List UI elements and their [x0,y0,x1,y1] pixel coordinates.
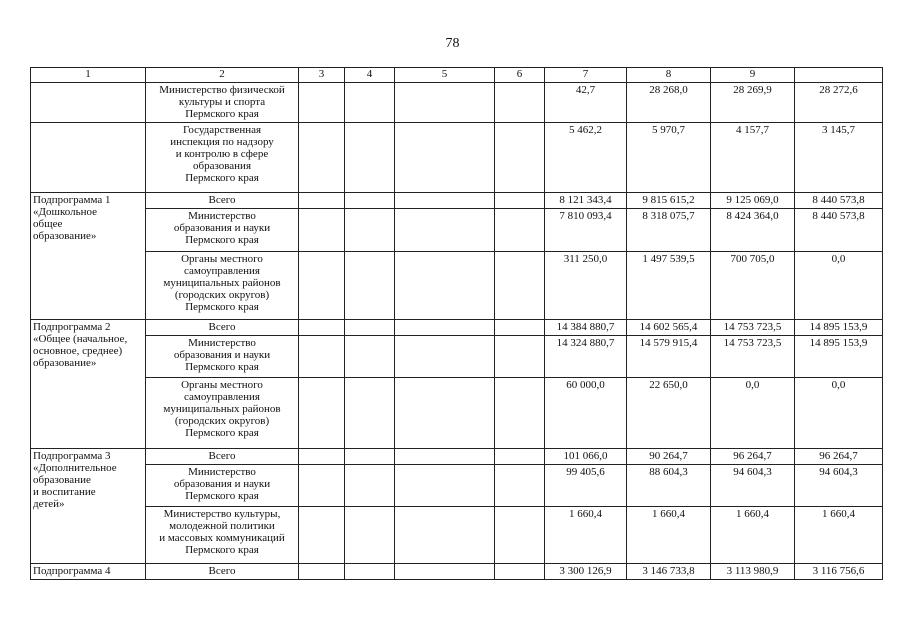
table-row [31,507,883,564]
empty-cell [345,336,395,378]
table-row [31,320,883,336]
col-header-5: 5 [395,68,495,83]
empty-cell [299,193,345,209]
executor-cell: Министерство образования и науки Пермского края [146,209,299,252]
budget-table [30,67,883,580]
empty-cell [395,564,495,580]
value-cell-10: 94 604,3 [795,465,883,507]
empty-cell [345,449,395,465]
value-cell-9: 14 753 723,5 [711,320,795,336]
empty-cell [299,83,345,123]
program-cell: Подпрограмма 4 [31,564,146,580]
col-header-9: 9 [711,68,795,83]
value-cell-8: 28 268,0 [627,83,711,123]
table-row [31,336,883,378]
table-row [31,449,883,465]
col-header-10 [795,68,883,83]
empty-cell [345,252,395,320]
program-cell: Подпрограмма 2 «Общее (начальное, основное, среднее) образование» [31,320,146,449]
value-cell-10: 1 660,4 [795,507,883,564]
value-cell-10: 8 440 573,8 [795,209,883,252]
value-cell-9: 1 660,4 [711,507,795,564]
value-cell-7: 99 405,6 [545,465,627,507]
program-cell: Подпрограмма 3 «Дополнительное образование и воспитание детей» [31,449,146,564]
empty-cell [345,465,395,507]
empty-cell [495,320,545,336]
value-cell-7: 42,7 [545,83,627,123]
value-cell-9: 4 157,7 [711,123,795,193]
program-cell: Подпрограмма 1 «Дошкольное общее образование» [31,193,146,320]
table-row [31,465,883,507]
executor-cell: Органы местного самоуправления муниципальных районов (городских округов) Пермского края [146,252,299,320]
empty-cell [395,465,495,507]
value-cell-8: 22 650,0 [627,378,711,449]
value-cell-9: 94 604,3 [711,465,795,507]
empty-cell [345,378,395,449]
value-cell-9: 3 113 980,9 [711,564,795,580]
empty-cell [299,378,345,449]
value-cell-9: 28 269,9 [711,83,795,123]
value-cell-9: 700 705,0 [711,252,795,320]
empty-cell [299,564,345,580]
empty-cell [495,336,545,378]
value-cell-7: 1 660,4 [545,507,627,564]
value-cell-7: 14 324 880,7 [545,336,627,378]
value-cell-7: 7 810 093,4 [545,209,627,252]
empty-cell [345,564,395,580]
empty-cell [299,252,345,320]
value-cell-7: 3 300 126,9 [545,564,627,580]
empty-cell [299,449,345,465]
value-cell-10: 3 116 756,6 [795,564,883,580]
executor-cell: Министерство физической культуры и спорта Пермского края [146,83,299,123]
executor-cell: Всего [146,449,299,465]
executor-cell: Министерство образования и науки Пермского края [146,465,299,507]
empty-cell [395,449,495,465]
empty-cell [495,123,545,193]
empty-cell [395,193,495,209]
empty-cell [299,507,345,564]
value-cell-10: 96 264,7 [795,449,883,465]
empty-cell [395,209,495,252]
value-cell-8: 1 497 539,5 [627,252,711,320]
executor-cell: Органы местного самоуправления муниципальных районов (городских округов) Пермского края [146,378,299,449]
empty-cell [495,83,545,123]
empty-cell [395,336,495,378]
empty-cell [345,83,395,123]
value-cell-10: 3 145,7 [795,123,883,193]
value-cell-10: 28 272,6 [795,83,883,123]
empty-cell [299,123,345,193]
executor-cell: Всего [146,193,299,209]
value-cell-10: 0,0 [795,378,883,449]
value-cell-10: 14 895 153,9 [795,320,883,336]
table-row [31,123,883,193]
value-cell-8: 14 579 915,4 [627,336,711,378]
col-header-1: 1 [31,68,146,83]
value-cell-9: 8 424 364,0 [711,209,795,252]
col-header-8: 8 [627,68,711,83]
value-cell-9: 14 753 723,5 [711,336,795,378]
value-cell-9: 9 125 069,0 [711,193,795,209]
empty-cell [299,209,345,252]
executor-cell: Министерство образования и науки Пермского края [146,336,299,378]
program-cell [31,83,146,123]
empty-cell [495,465,545,507]
table-row [31,378,883,449]
empty-cell [495,564,545,580]
value-cell-7: 8 121 343,4 [545,193,627,209]
value-cell-10: 0,0 [795,252,883,320]
col-header-7: 7 [545,68,627,83]
value-cell-9: 0,0 [711,378,795,449]
value-cell-7: 14 384 880,7 [545,320,627,336]
empty-cell [299,336,345,378]
executor-cell: Министерство культуры, молодежной политики и массовых коммуникаций Пермского края [146,507,299,564]
col-header-3: 3 [299,68,345,83]
value-cell-8: 5 970,7 [627,123,711,193]
table-row [31,252,883,320]
table-row [31,193,883,209]
empty-cell [495,193,545,209]
empty-cell [495,378,545,449]
table-row [31,209,883,252]
value-cell-7: 5 462,2 [545,123,627,193]
empty-cell [395,507,495,564]
value-cell-8: 88 604,3 [627,465,711,507]
empty-cell [299,320,345,336]
value-cell-9: 96 264,7 [711,449,795,465]
empty-cell [395,83,495,123]
empty-cell [345,507,395,564]
executor-cell: Государственная инспекция по надзору и контролю в сфере образования Пермского края [146,123,299,193]
value-cell-8: 1 660,4 [627,507,711,564]
value-cell-10: 8 440 573,8 [795,193,883,209]
value-cell-8: 8 318 075,7 [627,209,711,252]
empty-cell [495,507,545,564]
header-row [31,68,883,83]
empty-cell [395,123,495,193]
executor-cell: Всего [146,564,299,580]
empty-cell [395,378,495,449]
table-row [31,83,883,123]
empty-cell [345,209,395,252]
empty-cell [495,252,545,320]
value-cell-7: 60 000,0 [545,378,627,449]
empty-cell [495,209,545,252]
col-header-4: 4 [345,68,395,83]
executor-cell: Всего [146,320,299,336]
page-number: 78 [445,36,460,51]
empty-cell [345,123,395,193]
value-cell-8: 3 146 733,8 [627,564,711,580]
value-cell-8: 14 602 565,4 [627,320,711,336]
value-cell-10: 14 895 153,9 [795,336,883,378]
table-row [31,564,883,580]
empty-cell [345,193,395,209]
empty-cell [495,449,545,465]
empty-cell [395,252,495,320]
value-cell-8: 9 815 615,2 [627,193,711,209]
value-cell-8: 90 264,7 [627,449,711,465]
empty-cell [395,320,495,336]
empty-cell [299,465,345,507]
program-cell [31,123,146,193]
empty-cell [345,320,395,336]
value-cell-7: 101 066,0 [545,449,627,465]
col-header-2: 2 [146,68,299,83]
col-header-6: 6 [495,68,545,83]
value-cell-7: 311 250,0 [545,252,627,320]
